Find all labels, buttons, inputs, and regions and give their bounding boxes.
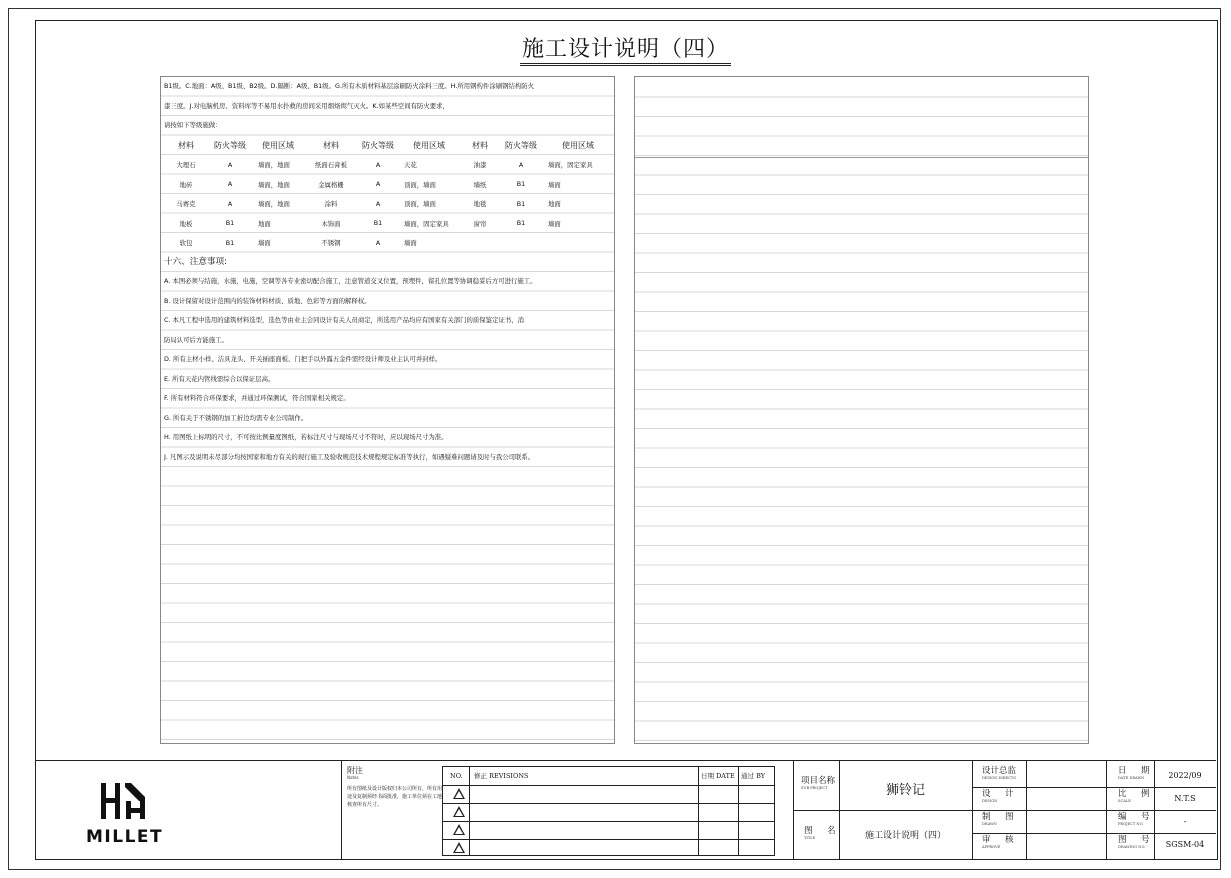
spec-content [164, 77, 614, 467]
meta-project-no-value: - [1183, 817, 1187, 826]
intro-line: 漆三度。J.对电脑机房、资料库等不易用水扑救的房间采用烟烙烬气灭火。K.如某些空间有防火要求， [164, 101, 449, 110]
table-cell: A [227, 160, 233, 169]
rev-by-header: 通过 BY [741, 772, 766, 780]
table-row [164, 175, 614, 195]
table-cell: A [375, 180, 381, 189]
meta-date-value: 2022/09 [1168, 771, 1202, 780]
drawing-title-label: 图 名 TITLE [804, 826, 839, 840]
table-cell: A [375, 199, 381, 208]
meta-scale-value: N.T.S [1174, 794, 1196, 803]
role-approve: 审 核 APPROVE [982, 835, 1017, 849]
table-row [164, 214, 614, 234]
table-cell: 墙面，地面 [258, 161, 290, 170]
table-header-row [164, 136, 614, 156]
table-cell: 墙面 [548, 219, 561, 228]
table-cell: 地砖 [179, 180, 193, 189]
table-cell: 墙纸 [473, 180, 487, 189]
intro-line: 请按如下等级施做： [164, 121, 222, 129]
column-header: 使用区域 [413, 140, 445, 150]
table-cell: 墙面，地面 [258, 180, 290, 189]
table-cell: 地面 [258, 219, 271, 228]
rev-no-header: NO. [450, 772, 463, 780]
column-header: 防火等级 [214, 140, 246, 150]
column-header: 材料 [472, 140, 488, 150]
revision-triangle-icon [453, 788, 465, 799]
table-cell: 天花 [404, 161, 417, 170]
column-header: 使用区域 [562, 140, 594, 150]
panel-divider [635, 157, 1088, 158]
role-design: 设 计 DESIGN [982, 789, 1017, 803]
table-cell: A [227, 180, 233, 189]
table-cell: A [375, 160, 381, 169]
table-cell [500, 233, 542, 253]
table-cell: 金属格栅 [318, 180, 344, 189]
table-cell: B1 [516, 219, 526, 228]
divider [341, 761, 342, 860]
revision-triangle-icon [453, 806, 465, 817]
revision-triangle-icon [453, 842, 465, 853]
company-logo [86, 781, 164, 847]
table-cell: 油漆 [473, 161, 487, 170]
column-header: 材料 [178, 140, 194, 150]
column-header: 防火等级 [505, 140, 537, 150]
table-cell: A [227, 199, 233, 208]
column-header: 材料 [323, 140, 339, 150]
table-cell: 软包 [179, 239, 193, 248]
table-cell: 墙面，固定家具 [404, 219, 449, 228]
table-cell: 不锈钢 [321, 239, 341, 248]
rev-date-header: 日期 DATE [701, 772, 735, 780]
table-cell: 墙面 [548, 180, 561, 189]
divider [839, 761, 840, 860]
table-cell: 涂料 [324, 200, 338, 209]
note-line: D. 所有主材小样、洁具龙头、开关插座面板、门把手以外露五金件需经设计师及业主认可并封样。 [164, 355, 442, 363]
role-drawn: 制 图 DRAWN [982, 812, 1017, 826]
notes-title-en: Notes [347, 775, 359, 780]
table-cell: 马赛克 [176, 200, 196, 209]
revisions-table [442, 766, 775, 856]
rev-header: 修正 REVISIONS [474, 772, 529, 780]
table-cell: 墙面 [404, 239, 417, 248]
intro-line: B1级。C.地面：A级、B1级、B2级。D.隔断：A级、B1级。G.所有木质材料基层涂刷防火涂料三度。H.所用钢构件涂刷钢结构防火 [164, 82, 535, 90]
table-cell: 木饰面 [321, 219, 341, 228]
drawing-title-value: 施工设计说明（四） [864, 831, 946, 841]
table-cell: B1 [373, 219, 383, 228]
column-header: 使用区域 [262, 140, 294, 150]
table-cell: 墙面，地面 [258, 200, 290, 209]
table-cell: 地板 [179, 219, 193, 228]
note-line: F. 所有材料符合环保要求，并通过环保测试，符合国家相关规定。 [164, 394, 350, 402]
table-cell: 大理石 [176, 161, 196, 170]
note-line: C. 本凡工程中选用的建筑材料选型，选色等由业主会同设计有关人员商定，所选用产品均应有国家有关部门的质保鉴定证书，消 [164, 316, 525, 324]
table-cell [460, 233, 500, 253]
meta-drawing-no-label: 图 号 DRAWING NO. [1118, 835, 1153, 849]
notes-title: 附注 [347, 766, 363, 775]
logo-wordmark: MILLET [86, 827, 164, 847]
table-cell: 地面 [548, 200, 561, 209]
note-line: A. 本图必须与结施，水施，电施，空调等各专业密切配合施工，注意管道交叉位置，预埋件，留孔位置等协调稳妥后方可进行施工。 [164, 277, 537, 285]
spec-panel-left [160, 76, 615, 744]
table-cell: B1 [225, 219, 235, 228]
table-cell: A [375, 238, 381, 247]
table-row [164, 233, 614, 253]
note-line: G. 所有关于不锈钢的加工折边均需专业公司制作。 [164, 413, 308, 422]
note-line: B. 设计保留对设计范围内的装饰材料材质、质地、色彩等方面的解释权。 [164, 296, 371, 305]
project-name-label: 项目名称 SUB PROJECT [801, 776, 836, 790]
column-header: 防火等级 [362, 140, 394, 150]
table-row [164, 155, 614, 175]
table-row [164, 194, 614, 214]
table-cell: 墙面 [258, 239, 271, 248]
page-title: 施工设计说明（四） [520, 37, 731, 66]
table-cell: 地毯 [473, 200, 487, 209]
table-cell: A [518, 160, 524, 169]
note-line: H. 用图纸上标明的尺寸，不可按比例量度图纸，若标注尺寸与现场尺寸不符时，应以现场尺寸为准。 [164, 433, 448, 441]
table-cell: 顶面，墙面 [404, 180, 436, 189]
notes-heading: 十六、注意事项: [164, 256, 228, 267]
table-cell: 纸面石膏板 [315, 161, 347, 170]
spec-panel-right [634, 76, 1089, 744]
role-design-director: 设计总监 DESIGN DIRECTO [982, 766, 1017, 780]
divider [793, 810, 972, 811]
table-cell: 墙面，固定家具 [548, 161, 593, 170]
table-cell: B1 [516, 180, 526, 189]
table-cell [542, 233, 614, 253]
millet-logo-icon [99, 781, 149, 821]
meta-scale-label: 比 例 SCALE [1118, 789, 1153, 803]
meta-project-no-label: 编 号 PROJECT NO. [1118, 812, 1153, 826]
fire-rating-table [164, 136, 614, 253]
meta-date-label: 日 期 DATE DRAWN [1118, 766, 1153, 780]
notes-body: 所有图纸及设计版权归本公司所有，所有用途及复制须经书面批准，施工单位须在工地核查所有尺寸。 [347, 786, 443, 808]
table-cell: B1 [516, 199, 526, 208]
project-name-value: 狮铃记 [885, 783, 925, 798]
note-line: 防局认可后方能施工。 [164, 335, 228, 344]
table-cell: 顶面，墙面 [404, 200, 436, 209]
note-line: E. 所有天花内管线需综合以保证层高。 [164, 374, 275, 383]
title-block [36, 760, 1216, 860]
meta-drawing-no-value: SGSM-04 [1165, 840, 1205, 849]
table-cell: B1 [225, 238, 235, 247]
table-cell: 窗帘 [473, 219, 487, 228]
revision-triangle-icon [453, 824, 465, 835]
note-line: J. 凡图示及说明未尽部分均按国家和地方有关的现行施工及验收规范技术规程规定标准等执行，如遇疑难问题请及时与我公司联系。 [164, 452, 535, 461]
